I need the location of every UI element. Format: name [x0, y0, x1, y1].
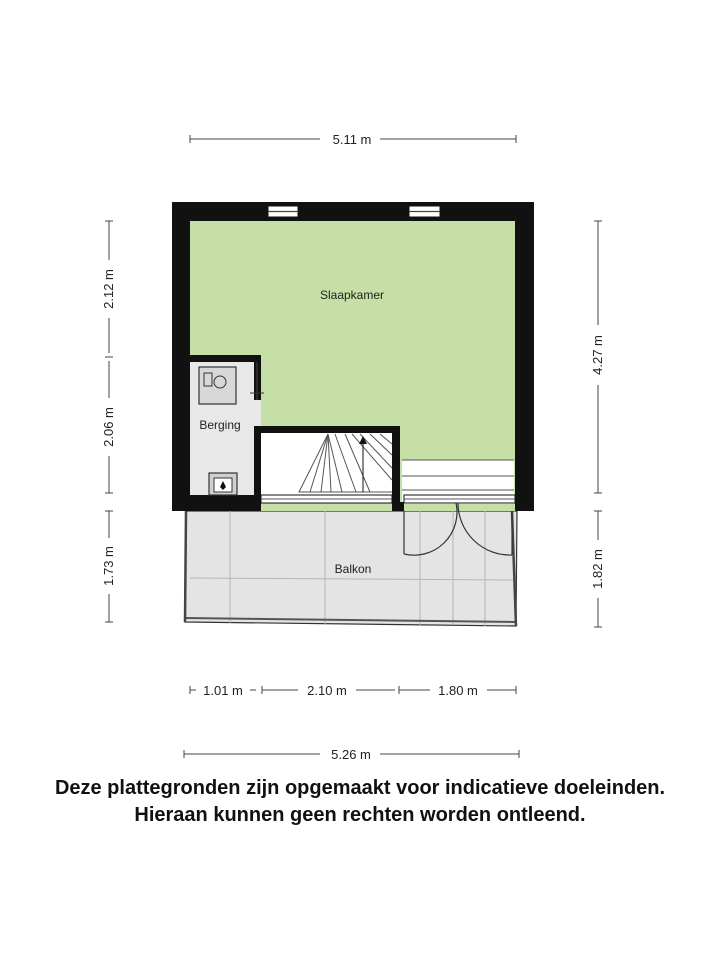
- wall-bottom-mid: [392, 502, 404, 511]
- wall-storage-right-lower: [254, 426, 261, 506]
- dim-left-middle: 2.06 m: [101, 407, 116, 447]
- wall-left: [172, 202, 190, 511]
- dim-right-lower: 1.82 m: [590, 549, 605, 589]
- wall-bottom-left: [172, 495, 261, 511]
- dim-top-width: 5.11 m: [332, 132, 372, 147]
- dim-bottom-seg2: 2.10 m: [307, 683, 347, 698]
- balcony-side-left: [185, 511, 186, 622]
- dim-left-lower: 1.73 m: [101, 546, 116, 586]
- washing-machine-icon: [199, 367, 236, 404]
- dim-bottom-total: 5.26 m: [331, 747, 371, 762]
- wall-stair-right: [392, 426, 400, 511]
- bottom-window-strip: [261, 495, 515, 503]
- disclaimer-line-1: Deze plattegronden zijn opgemaakt voor indicatieve doeleinden.: [54, 777, 666, 799]
- wall-right: [515, 202, 534, 511]
- room-label-slaapkamer: Slaapkamer: [319, 288, 385, 302]
- wall-storage-top: [190, 355, 261, 362]
- room-label-berging: Berging: [199, 418, 241, 432]
- dim-left-upper: 2.12 m: [101, 269, 116, 309]
- boiler-icon: [209, 473, 237, 495]
- wall-stair-top: [261, 426, 400, 433]
- wall-top: [172, 202, 534, 221]
- dim-right-upper: 4.27 m: [590, 335, 605, 375]
- disclaimer-line-2: Hieraan kunnen geen rechten worden ontleend.: [134, 804, 586, 826]
- dim-bottom-seg3: 1.80 m: [438, 683, 478, 698]
- dim-bottom-seg1: 1.01 m: [203, 683, 243, 698]
- room-label-balkon: Balkon: [334, 562, 372, 576]
